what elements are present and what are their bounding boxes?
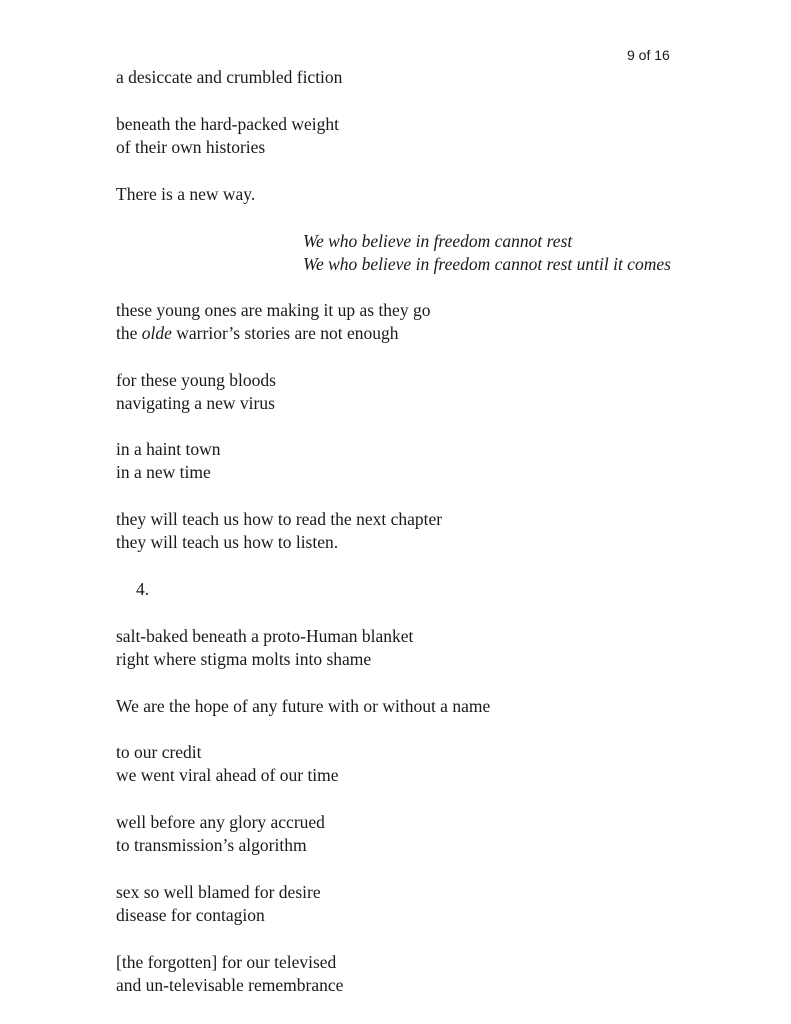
section-number: 4.	[136, 579, 150, 599]
poem-line: a desiccate and crumbled fiction	[116, 67, 343, 87]
epigraph-line: We who believe in freedom cannot rest until it comes	[303, 254, 671, 274]
poem-line: [the forgotten] for our televised	[116, 952, 337, 972]
poem-line: we went viral ahead of our time	[116, 765, 339, 785]
poem-line: sex so well blamed for desire	[116, 882, 321, 902]
poem-line: salt-baked beneath a proto-Human blanket	[116, 626, 414, 646]
poem-line: navigating a new virus	[116, 393, 275, 413]
poem-line: disease for contagion	[116, 905, 265, 925]
poem-line: right where stigma molts into shame	[116, 649, 372, 669]
poem-line: they will teach us how to read the next chapter	[116, 509, 443, 529]
poem-line: There is a new way.	[116, 184, 256, 204]
poem-line: in a haint town	[116, 439, 221, 459]
poem-line: these young ones are making it up as they go	[116, 300, 431, 320]
page-number: 9 of 16	[627, 47, 670, 63]
poem-text: the	[116, 323, 142, 343]
poem-line: beneath the hard-packed weight	[116, 114, 340, 134]
poem-line: We are the hope of any future with or without a name	[116, 696, 491, 716]
poem-line: well before any glory accrued	[116, 812, 325, 832]
poem-line	[116, 322, 399, 344]
poem-line: for these young bloods	[116, 370, 276, 390]
poem-line: in a new time	[116, 462, 211, 482]
poem-text: warrior’s stories are not enough	[171, 323, 399, 343]
poem-line: to our credit	[116, 742, 202, 762]
emphasized-word: olde	[141, 323, 172, 343]
poem-line: and un-televisable remembrance	[116, 975, 344, 995]
poem-line: to transmission’s algorithm	[116, 835, 307, 855]
poem-line: they will teach us how to listen.	[116, 532, 339, 552]
poem-line: of their own histories	[116, 137, 266, 157]
epigraph-line: We who believe in freedom cannot rest	[303, 231, 573, 251]
